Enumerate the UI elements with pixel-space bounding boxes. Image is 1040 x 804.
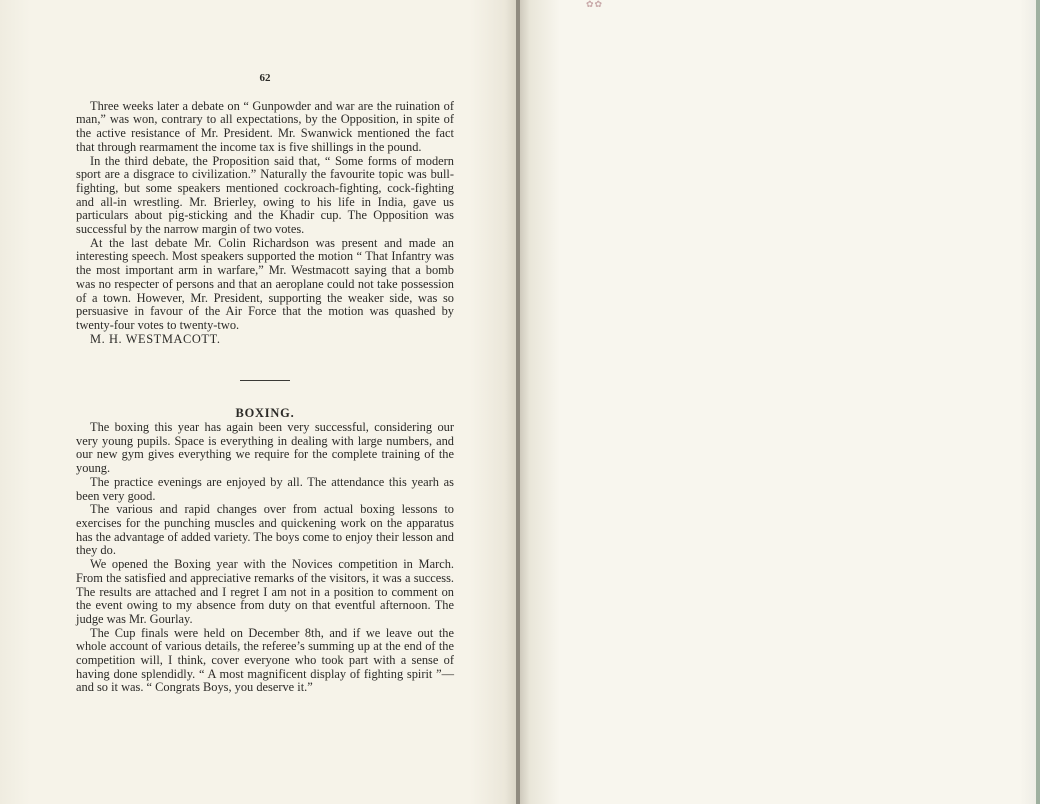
boxing-paragraph-2: The practice evenings are enjoyed by all. The attendance this yearh as been very good.: [76, 474, 454, 503]
debate-paragraph-3: At the last debate Mr. Colin Richardson was present and made an interesting speech. Most speakers supported the motion “ That Infantry was the most important arm in warfare,” Mr. Westmacott saying that a bomb was no respecter of persons and that an aeroplane could not take possession of a town. However, Mr. President, supporting the weaker side, was so persuasive in favour of the Air Force that the motion was quashed by twenty-four votes to twenty-two.: [76, 235, 454, 332]
boxing-heading: BOXING.: [235, 406, 295, 421]
author-signature: M. H. WESTMACOTT.: [90, 331, 221, 346]
page-number: 62: [259, 72, 271, 84]
scanner-edge: [1036, 0, 1040, 804]
right-page-blank: [520, 0, 1040, 804]
left-page: [0, 0, 518, 804]
boxing-paragraph-1: The boxing this year has again been very successful, considering our very young pupils. Space is everything in dealing with large numbers, and our new gym gives everything we require for the complete training of the young.: [76, 420, 454, 476]
boxing-paragraph-4: We opened the Boxing year with the Novices competition in March. From the satisfied and appreciative remarks of the visitors, it was a success. The results are attached and I regret I am not in a position to comment on the event owing to my absence from duty on that eventful afternoon. The judge was Mr. Gourlay.: [76, 557, 454, 626]
boxing-paragraph-5: The Cup finals were held on December 8th, and if we leave out the whole account of various details, the referee’s summing up at the end of the competition will, I think, cover everyone who took part with a sense of having done splendidly. “ A most magnificent display of fighting spirit ”—and so it was. “ Congrats Boys, you deserve it.”: [76, 625, 454, 695]
section-divider: [240, 380, 290, 381]
debate-paragraph-1: Three weeks later a debate on “ Gunpowder and war are the ruination of man,” was won, contrary to all expectations, by the Opposition, in spite of the active resistance of Mr. President. Mr. Swanwick mentioned the fact that through rearmament the income tax is five shillings in the pound.: [76, 98, 454, 154]
boxing-paragraph-3: The various and rapid changes over from actual boxing lessons to exercises for the punching muscles and quickening work on the apparatus has the advantage of added variety. The boys come to enjoy their lesson and they do.: [76, 502, 454, 558]
page-text-column: [76, 72, 454, 695]
library-stamp-mark: ✿✿: [586, 0, 604, 10]
debate-paragraph-2: In the third debate, the Proposition said that, “ Some forms of modern sport are a disgrace to civilization.” Naturally the favourite topic was bull-fighting, but some speakers mentioned cockroach-fighting, cock-fighting and all-in wrestling. Mr. Brierley, owing to his life in India, gave us particulars about pig-sticking and the Khadir cup. The Opposition was successful by the narrow margin of two votes.: [76, 153, 454, 237]
